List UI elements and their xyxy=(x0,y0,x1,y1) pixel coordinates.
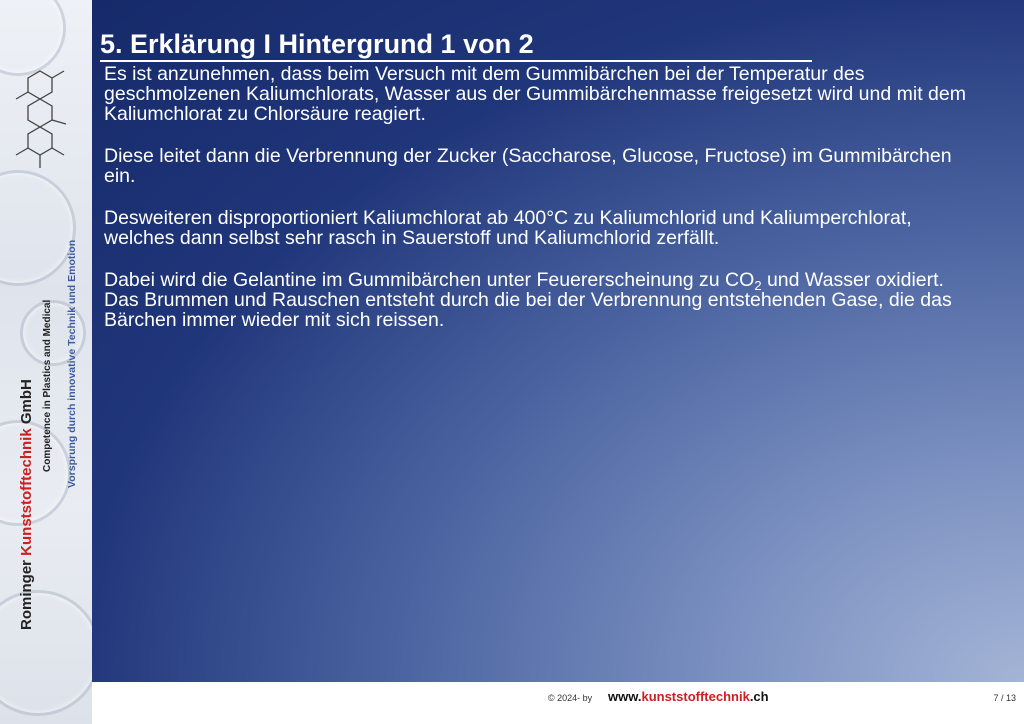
subscript: 2 xyxy=(754,278,762,293)
sidebar xyxy=(0,0,92,724)
slide-body xyxy=(104,64,984,352)
decor-ring xyxy=(0,590,92,716)
page-title: 5. Erklärung I Hintergrund 1 von 2 xyxy=(100,29,534,59)
footer xyxy=(92,682,1024,724)
paragraph: Es ist anzunehmen, dass beim Versuch mit dem Gummibärchen bei der Temperatur des geschmolzenen Kaliumchlorats, Wasser aus der Gummibärchenmasse freigesetzt wird und mit dem Kaliumchlorat zu Chlorsäure reagiert. xyxy=(104,63,966,125)
paragraph: Diese leitet dann die Verbrennung der Zucker (Saccharose, Glucose, Fructose) im Gummibärchen ein. xyxy=(104,145,952,187)
copyright-text: © 2024- by xyxy=(548,693,593,703)
page-number: 7 / 13 xyxy=(993,693,1016,703)
company-name: Rominger Kunststofftechnik GmbH xyxy=(18,379,35,630)
molecule-icon xyxy=(4,58,80,188)
title-block xyxy=(100,26,800,62)
slide-panel xyxy=(92,0,1024,682)
website-link[interactable]: www.kunststofftechnik.ch xyxy=(608,689,769,704)
company-tagline: Competence in Plastics and Medical xyxy=(42,299,53,472)
paragraph: Dabei wird die Gelantine im Gummibärchen unter Feuererscheinung zu $CO_2$ und Wasser oxidiert. Das Brummen und Rauschen entsteht durch die bei der Verbrennung entstehenden Gase, die das Bärchen immer wieder mit sich reissen. xyxy=(104,269,952,331)
decor-ring xyxy=(0,420,71,526)
company-slogan: Vorsprung durch innovative Technik und Emotion xyxy=(66,239,78,488)
title-underline xyxy=(100,60,812,62)
paragraph: Desweiteren disproportioniert Kaliumchlorat ab 400°C zu Kaliumchlorid und Kaliumperchlorat, welches dann selbst sehr rasch in Sauerstoff und Kaliumchlorid zerfällt. xyxy=(104,207,912,249)
